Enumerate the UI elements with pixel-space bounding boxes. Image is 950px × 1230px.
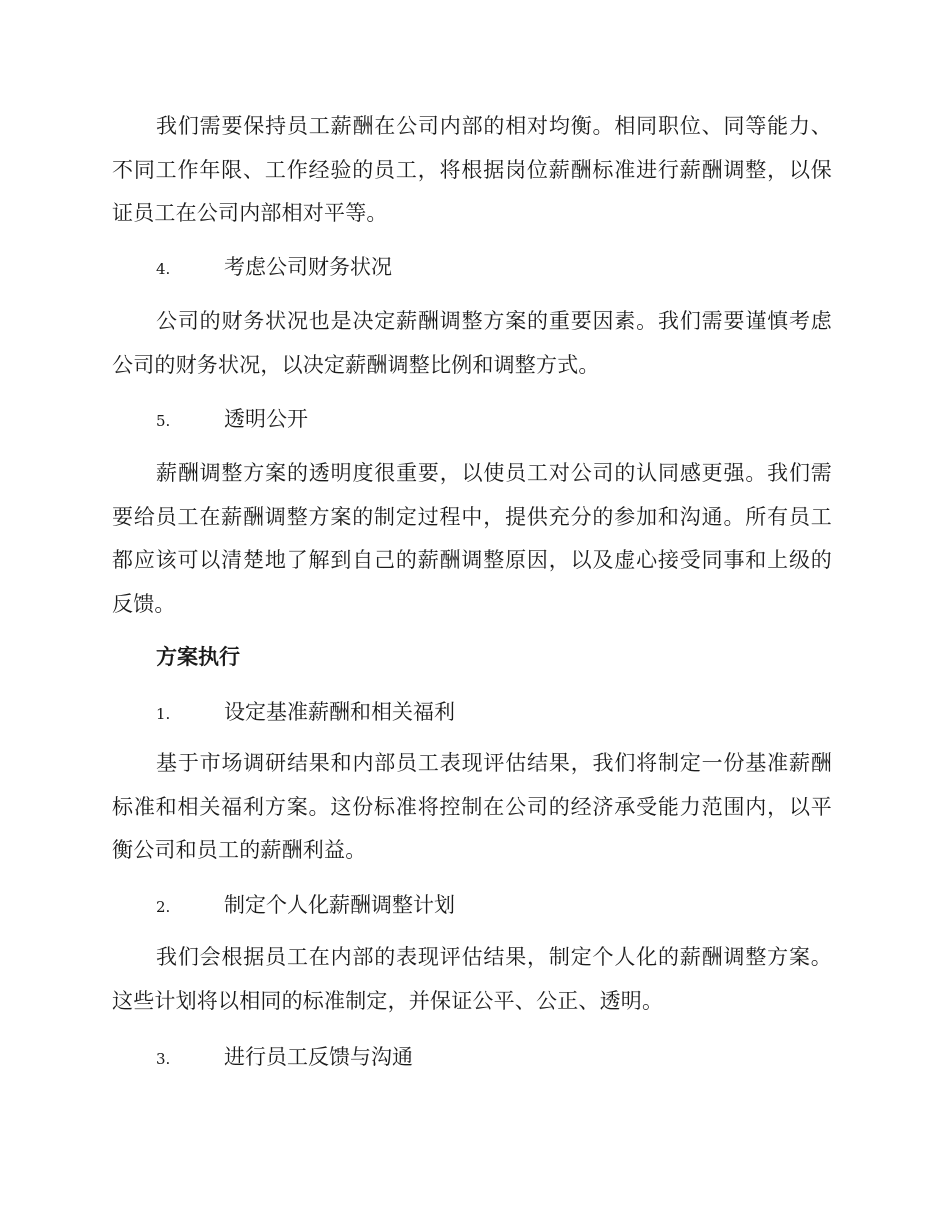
list-item-label: 进行员工反馈与沟通: [224, 1045, 413, 1069]
paragraph-financial-status: 公司的财务状况也是决定薪酬调整方案的重要因素。我们需要谨慎考虑公司的财务状况，以决定薪酬调整比例和调整方式。: [112, 309, 832, 377]
list-item-number: 2.: [156, 898, 171, 916]
paragraph-base-salary: 基于市场调研结果和内部员工表现评估结果，我们将制定一份基准薪酬标准和相关福利方案。这份标准将控制在公司的经济承受能力范围内，以平衡公司和员工的薪酬利益。: [112, 751, 832, 862]
list-item-number: 5.: [156, 412, 171, 430]
paragraph-personal-plan: 我们会根据员工在内部的表现评估结果，制定个人化的薪酬调整方案。这些计划将以相同的标准制定，并保证公平、公正、透明。: [112, 945, 832, 1013]
list-item-number: 3.: [156, 1050, 171, 1068]
list-item-number: 4.: [156, 260, 171, 278]
list-item-number: 1.: [156, 705, 171, 723]
section-heading: 方案执行: [156, 644, 240, 669]
list-item-5: [156, 404, 308, 434]
list-item-label: 透明公开: [224, 407, 308, 431]
paragraph-transparency: 薪酬调整方案的透明度很重要，以使员工对公司的认同感更强。我们需要给员工在薪酬调整方案的制定过程中，提供充分的参加和沟通。所有员工都应该可以清楚地了解到自己的薪酬调整原因，以及虚心接受同事和上级的反馈。: [112, 461, 832, 616]
exec-item-1: [156, 697, 455, 727]
paragraph-salary-balance: 我们需要保持员工薪酬在公司内部的相对均衡。相同职位、同等能力、不同工作年限、工作经验的员工，将根据岗位薪酬标准进行薪酬调整，以保证员工在公司内部相对平等。: [112, 114, 832, 225]
list-item-label: 考虑公司财务状况: [224, 255, 392, 279]
exec-item-3: [156, 1042, 413, 1072]
list-item-label: 设定基准薪酬和相关福利: [224, 700, 455, 724]
exec-item-2: [156, 890, 455, 920]
list-item-4: [156, 252, 392, 282]
list-item-label: 制定个人化薪酬调整计划: [224, 893, 455, 917]
